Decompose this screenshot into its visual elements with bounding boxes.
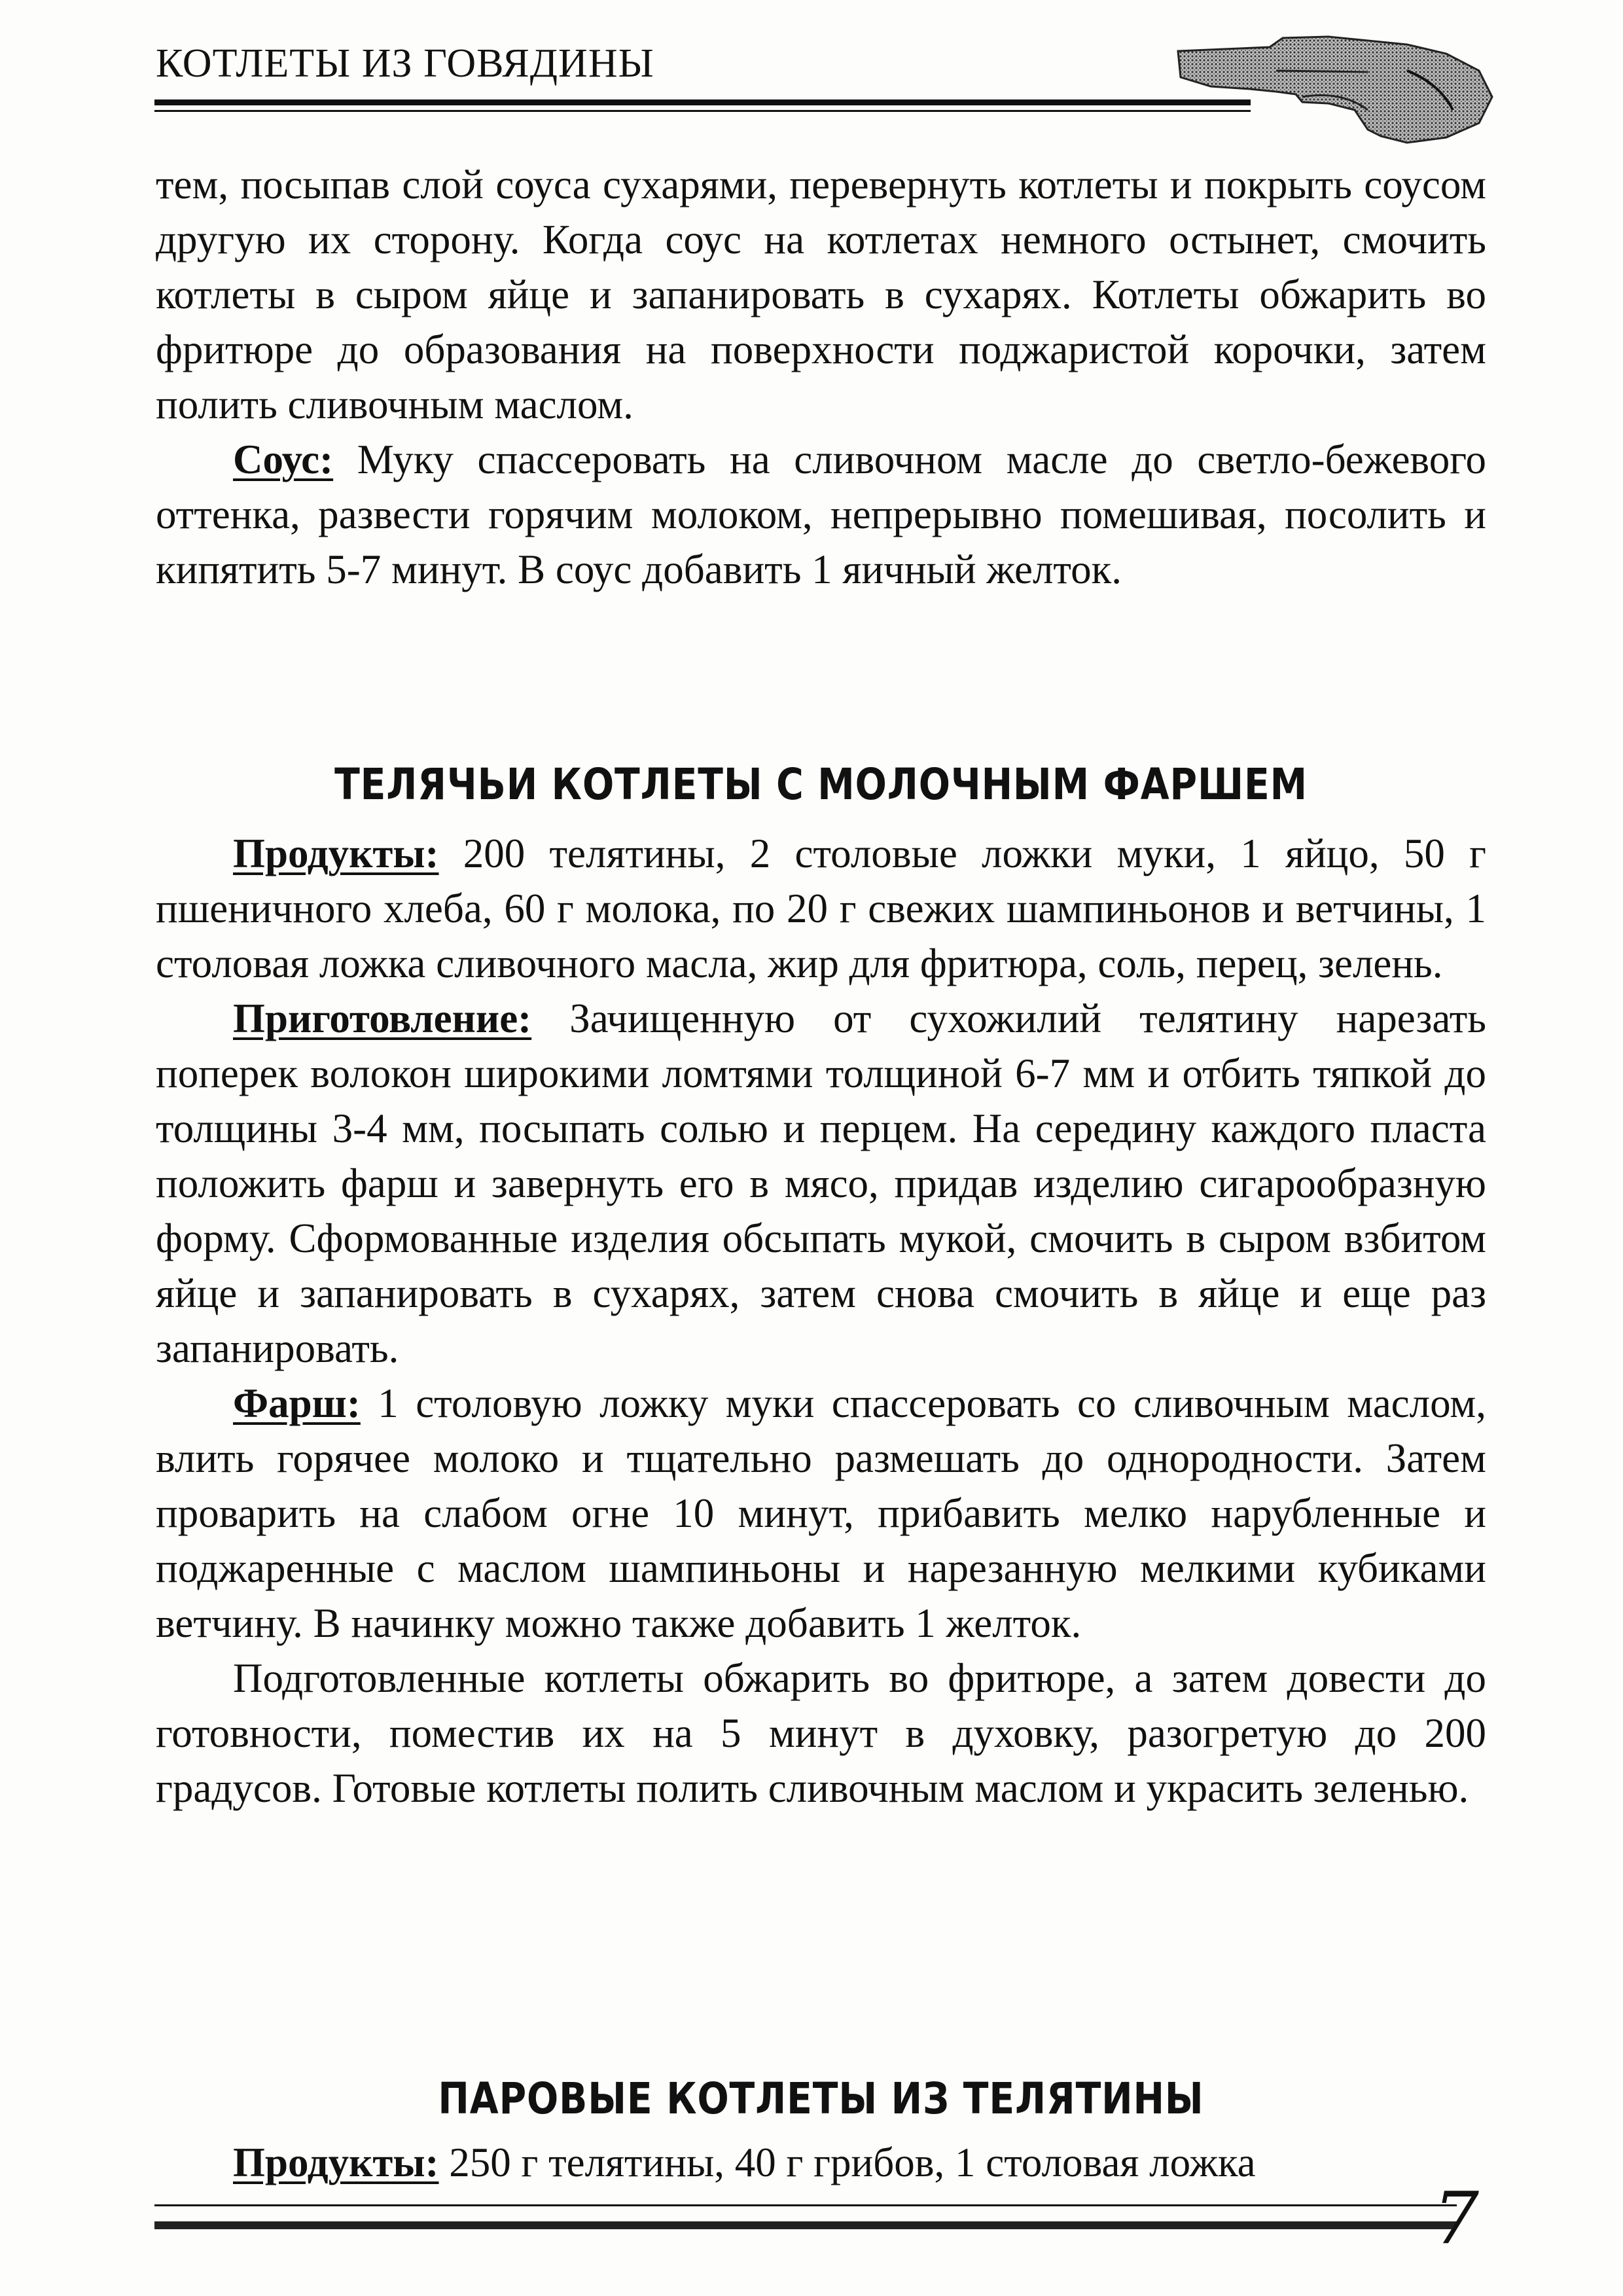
preparation-text: Зачищенную от сухожилий телятину нарезать поперек волокон широкими ломтями толщиной 6-7 мм и отбить тяпкой до толщины 3-4 мм, посыпать солью и перцем. На середину каждого пласта положить фарш и завернуть его в мясо, придав изделию сигарообразную форму. Сформованные изделия обсыпать мукой, смочить в сыром взбитом яйце и запанировать в сухарях, затем снова смочить в яйце и еще раз запанировать. <box>156 996 1486 1371</box>
preparation-label: Приготовление: <box>233 996 532 1041</box>
products-text-2: 250 г телятины, 40 г грибов, 1 столовая ложка <box>438 2140 1256 2185</box>
filling-paragraph <box>156 1376 1486 1651</box>
header-rule <box>154 99 1251 105</box>
sauce-paragraph <box>156 432 1486 597</box>
recipe-title-steamed-veal: ПАРОВЫЕ КОТЛЕТЫ ИЗ ТЕЛЯТИНЫ <box>438 2073 1204 2124</box>
products-label-2: Продукты: <box>233 2140 439 2185</box>
running-title: КОТЛЕТЫ ИЗ ГОВЯДИНЫ <box>156 41 654 86</box>
sauce-label: Соус: <box>233 437 334 482</box>
sauce-text: Муку спассеровать на сливочном масле до светло-бежевого оттенка, развести горячим молоком, непрерывно помешивая, посолить и кипятить 5-7 минут. В соус добавить 1 яичный желток. <box>156 437 1486 592</box>
filling-label: Фарш: <box>233 1380 361 1426</box>
footer-rule-thin <box>154 2204 1457 2206</box>
page-number: 7 <box>1433 2176 1479 2260</box>
section1-text <box>156 157 1486 597</box>
footer-rule <box>154 2221 1457 2229</box>
final-paragraph: Подготовленные котлеты обжарить во фритюре, а затем довести до готовности, поместив их на 5 минут в духовку, разогретую до 200 градусов. Готовые котлеты полить сливочным маслом и украсить зеленью. <box>156 1655 1486 1811</box>
header-rule-thin <box>154 110 1251 112</box>
pointing-hand-icon <box>1171 31 1499 156</box>
products-text: 200 телятины, 2 столовые ложки муки, 1 яйцо, 50 г пшеничного хлеба, 60 г молока, по 20 г свежих шампиньонов и ветчины, 1 столовая ложка сливочного масла, жир для фритюра, соль, перец, зелень. <box>156 831 1486 986</box>
products-paragraph-2 <box>156 2135 1486 2190</box>
products-label: Продукты: <box>233 831 439 876</box>
section3-text <box>156 2135 1486 2190</box>
recipe-title-veal-milk-filling: ТЕЛЯЧЬИ КОТЛЕТЫ С МОЛОЧНЫМ ФАРШЕМ <box>334 759 1308 810</box>
paragraph-continued: тем, посыпав слой соуса сухарями, перевернуть котлеты и покрыть соусом другую их сторону. Когда соус на котлетах немного остынет, смочить котлеты в сыром яйце и запанировать в сухарях. Котлеты обжарить во фритюре до образования на поверхности поджаристой корочки, затем полить сливочным маслом. <box>156 162 1486 427</box>
filling-text: 1 столовую ложку муки спассеровать со сливочным маслом, влить горячее молоко и тщательно размешать до однородности. Затем проварить на слабом огне 10 минут, прибавить мелко нарубленные и поджаренные с маслом шампиньоны и нарезанную мелкими кубиками ветчину. В начинку можно также добавить 1 желток. <box>156 1380 1486 1646</box>
section2-text <box>156 826 1486 1816</box>
preparation-paragraph <box>156 991 1486 1376</box>
products-paragraph <box>156 826 1486 991</box>
